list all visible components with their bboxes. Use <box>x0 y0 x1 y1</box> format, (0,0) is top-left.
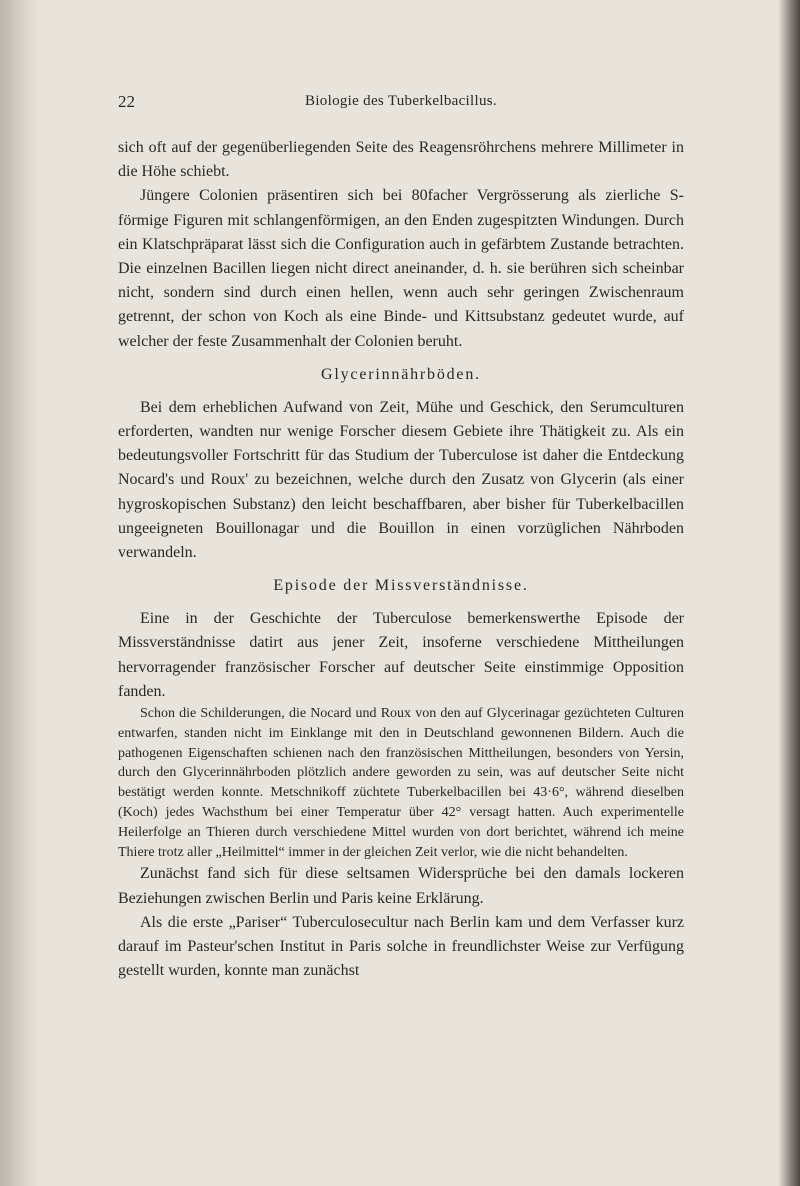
paragraph-continuation: sich oft auf der gegenüberliegenden Seite des Reagensröhrchens mehrere Millimeter in die Höhe schiebt. <box>118 139 684 181</box>
section-heading-episode: Episode der Missverständnisse. <box>273 577 529 595</box>
page-header <box>118 92 684 114</box>
page-gutter-shadow <box>0 0 40 1186</box>
book-page <box>118 92 684 983</box>
paragraph-small-print: Schon die Schilderungen, die Nocard und Roux von den auf Glycerinagar gezüchteten Culturen entwarfen, standen nicht im Einklange mit den in Deutschland gewonnenen Bildern. Auch die pathogenen Eigenschaften schienen nach den französischen Mittheilungen, besonders von Yersin, durch den Glycerinnährboden plötzlich andere geworden zu sein, was auf deutscher Seite nicht bestätigt werden konnte. Metschnikoff züchtete Tuberkelbacillen bei 43·6°, während dieselben (Koch) jedes Wachsthum bei einer Temperatur über 42° versagt hatten. Auch experimentelle Heilerfolge an Thieren durch verschiedene Mittel wurden von dort berichtet, während ich meine Thiere trotz aller „Heilmittel“ immer in der gleichen Zeit verlor, wie die nicht behandelten. <box>118 706 684 860</box>
page-number: 22 <box>118 92 135 111</box>
paragraph-contradictions: Zunächst fand sich für diese seltsamen Widersprüche bei den damals lockeren Beziehungen zwischen Berlin und Paris keine Erklärung. <box>118 865 684 907</box>
page-edge-shadow <box>778 0 800 1186</box>
paragraph-pariser-culture: Als die erste „Pariser“ Tuberculosecultur nach Berlin kam und dem Verfasser kurz darauf im Pasteur'schen Institut in Paris solche in freundlichster Weise zur Verfügung gestellt wurden, konnte man zunächst <box>118 913 684 980</box>
section-heading-glycerin: Glycerinnährböden. <box>321 365 481 383</box>
paragraph-glycerin-media: Bei dem erheblichen Aufwand von Zeit, Mühe und Geschick, den Serumculturen erforderten, wandten nur wenige Forscher diesem Gebiete ihre Thätigkeit zu. Als ein bedeutungsvoller Fortschritt für das Studium der Tuberculose ist daher die Entdeckung Nocard's und Roux' zu bezeichnen, welche durch den Zusatz von Glycerin (als einer hygroskopischen Substanz) den leicht beschaffbaren, aber bisher für Tuberkelbacillen ungeeigneten Bouillonagar und die Bouillon in einen vorzüglichen Nährboden verwandeln. <box>118 398 684 562</box>
paragraph-episode: Eine in der Geschichte der Tuberculose bemerkenswerthe Episode der Missverständnisse datirt aus jener Zeit, insoferne verschiedene Mittheilungen hervorragender französischer Forscher auf deutscher Seite einstimmige Opposition fanden. <box>118 610 684 700</box>
running-title: Biologie des Tuberkelbacillus. <box>305 93 497 109</box>
paragraph-young-colonies: Jüngere Colonien präsentiren sich bei 80facher Vergrösserung als zierliche S-förmige Figuren mit schlangenförmigen, an den Enden zugespitzten Windungen. Durch ein Klatschpräparat lässt sich die Configuration auch in gefärbtem Zustande betrachten. Die einzelnen Bacillen liegen nicht direct aneinander, d. h. sie berühren sich scheinbar nicht, sondern sind durch einen hellen, wenn auch sehr geringen Zwischenraum getrennt, der schon von Koch als eine Binde- und Kittsubstanz gedeutet wurde, auf welcher der feste Zusammenhalt der Colonien beruht. <box>118 187 684 350</box>
page-body <box>118 136 684 983</box>
